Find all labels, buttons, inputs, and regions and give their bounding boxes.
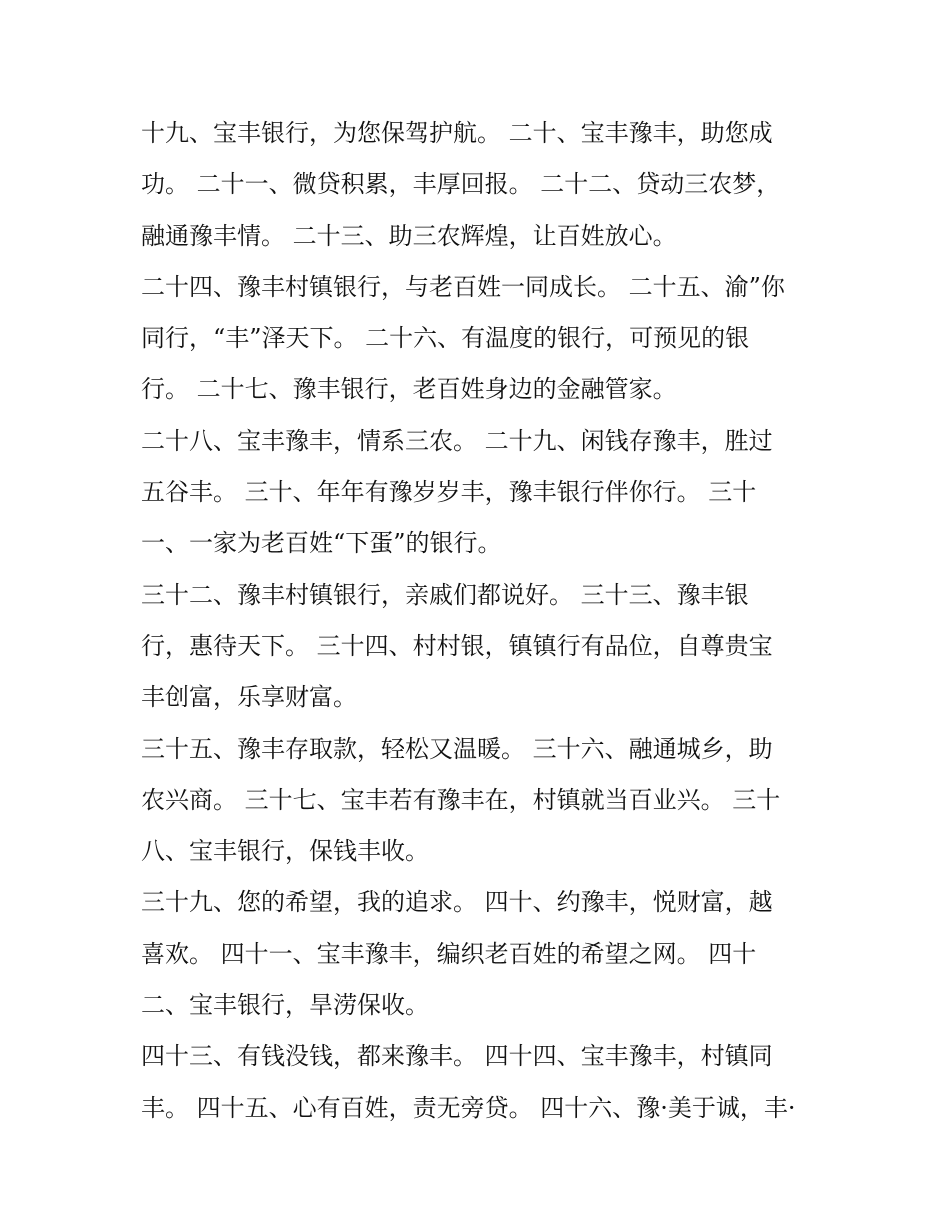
text-line: 丰。 四十五、心有百姓，责无旁贷。 四十六、豫·美于诚，丰· [141,1093,796,1122]
text-line: 三十二、豫丰村镇银行，亲戚们都说好。 三十三、豫丰银 [141,580,749,609]
text-line: 五谷丰。 三十、年年有豫岁岁丰，豫丰银行伴你行。 三十 [141,478,757,507]
text-line: 功。 二十一、微贷积累，丰厚回报。 二十二、贷动三农梦， [141,170,781,199]
text-line: 一、一家为老百姓“下蛋”的银行。 [141,529,502,558]
text-line: 同行，“丰”泽天下。 二十六、有温度的银行，可预见的银 [141,324,750,353]
text-line: 二十四、豫丰村镇银行，与老百姓一同成长。 二十五、渝”你 [141,272,785,301]
text-line: 二十八、宝丰豫丰，情系三农。 二十九、闲钱存豫丰，胜过 [141,426,773,455]
text-line: 行，惠待天下。 三十四、村村银，镇镇行有品位，自尊贵宝 [141,631,773,660]
text-line: 八、宝丰银行，保钱丰收。 [141,837,429,866]
text-line: 农兴商。 三十七、宝丰若有豫丰在，村镇就当百业兴。 三十 [141,785,781,814]
text-line: 二、宝丰银行，旱涝保收。 [141,991,429,1020]
text-line: 十九、宝丰银行，为您保驾护航。 二十、宝丰豫丰，助您成 [141,119,773,147]
text-line: 三十九、您的希望，我的追求。 四十、约豫丰，悦财富，越 [141,888,773,917]
text-line: 融通豫丰情。 二十三、助三农辉煌，让百姓放心。 [141,221,677,250]
text-line: 喜欢。 四十一、宝丰豫丰，编织老百姓的希望之网。 四十 [141,939,757,968]
text-line: 行。 二十七、豫丰银行，老百姓身边的金融管家。 [141,375,677,404]
text-line: 三十五、豫丰存取款，轻松又温暖。 三十六、融通城乡，助 [141,734,773,763]
text-line: 四十三、有钱没钱，都来豫丰。 四十四、宝丰豫丰，村镇同 [141,1042,773,1071]
text-line: 丰创富，乐享财富。 [141,683,357,712]
body-text [141,108,821,1134]
